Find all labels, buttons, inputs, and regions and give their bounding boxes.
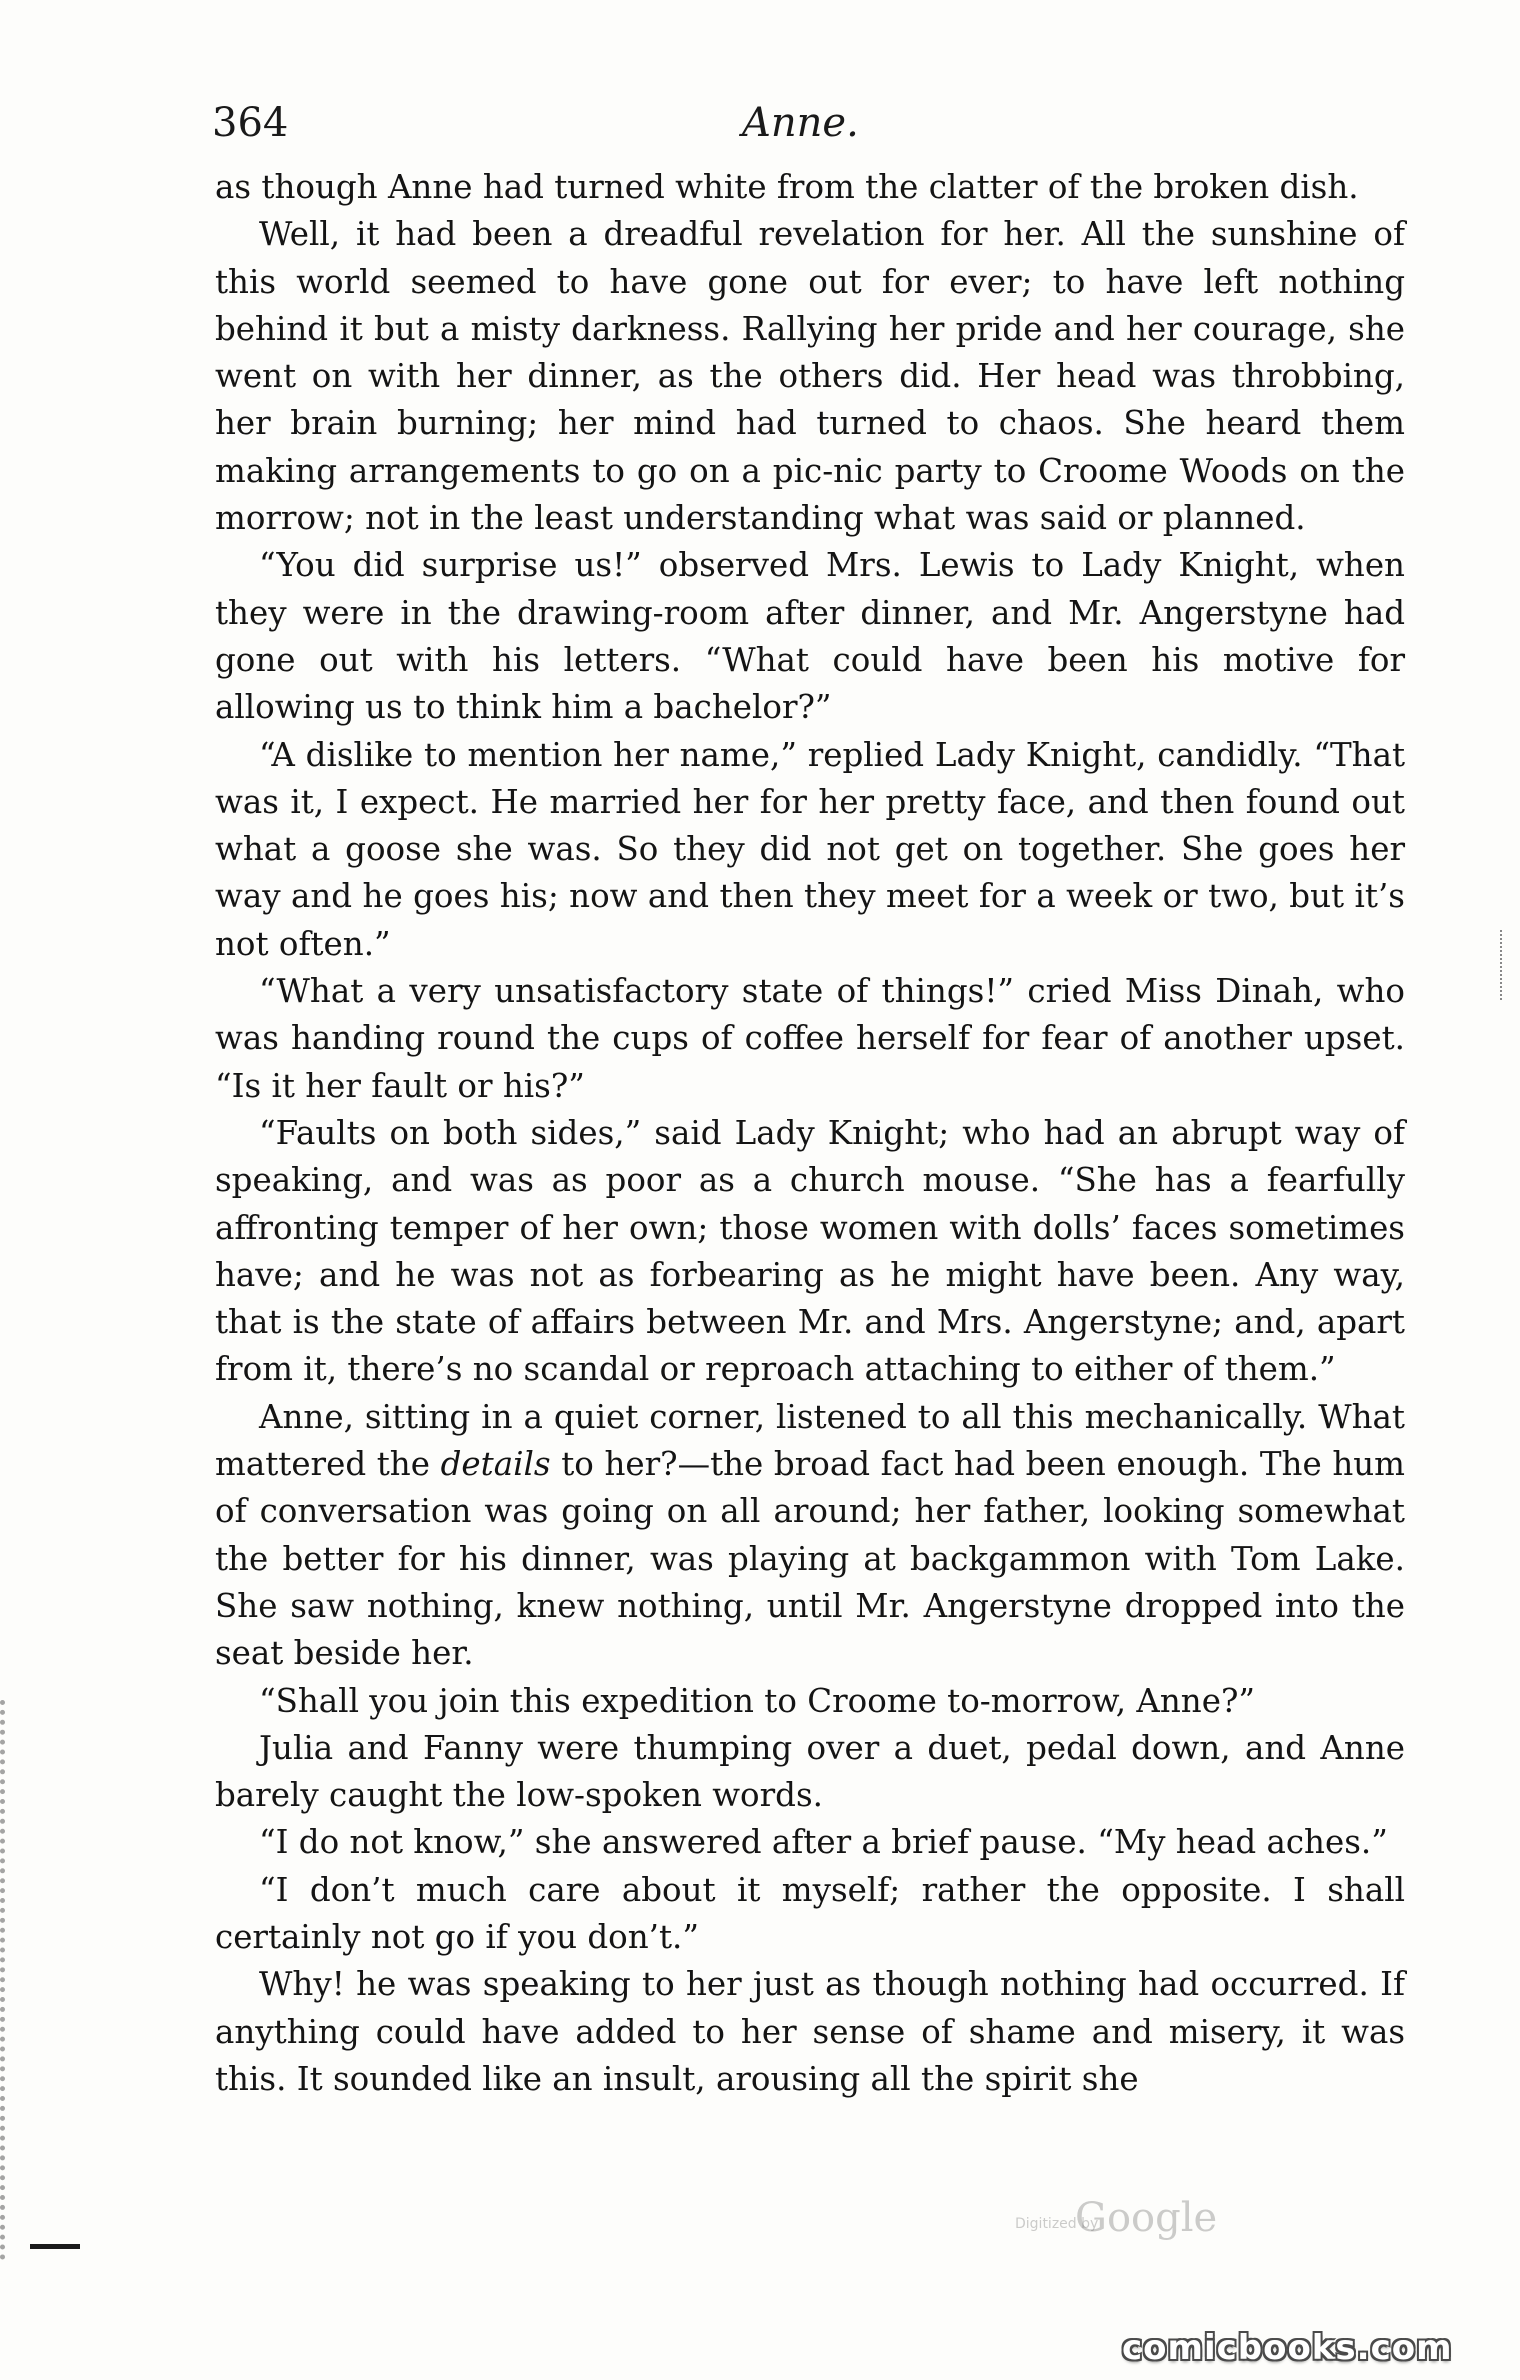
paragraph: “What a very unsatisfactory state of things!” cried Miss Dinah, who was handing round the cups of coffee herself for fear of another upset. “Is it her fault or his?” (215, 972, 1405, 1105)
scan-edge-tick (1500, 930, 1504, 1000)
paragraph: “You did surprise us!” observed Mrs. Lewis to Lady Knight, when they were in the drawing-room after dinner, and Mr. Angerstyne had gone out with his letters. “What could have been his motive for allowing us to think him a bachelor?” (215, 546, 1405, 727)
paragraph-text: to her?—the broad fact had been enough. The hum of conversation was going on all around; her father, looking somewhat the better for his dinner, was playing at backgammon with Tom Lake. She saw nothing, knew nothing, until Mr. Angerstyne dropped into the seat beside her. (215, 1445, 1405, 1673)
scan-margin-rule (30, 2244, 80, 2249)
paragraph: Well, it had been a dreadful revelation for her. All the sunshine of this world seemed to have gone out for ever; to have left nothing behind it but a misty darkness. Rallying her pride and her courage, she went on with her dinner, as the others did. Her head was throbbing, her brain burning; her mind had turned to chaos. She heard them making arrangements to go on a pic-nic party to Croome Woods on the morrow; not in the least understanding what was said or planned. (215, 215, 1405, 538)
paragraph: “Faults on both sides,” said Lady Knight; who had an abrupt way of speaking, and was as poor as a church mouse. “She has a fearfully affronting temper of her own; those women with dolls’ faces sometimes have; and he was not as forbearing as he might have been. Any way, that is the state of affairs between Mr. and Mrs. Angerstyne; and, apart from it, there’s no scandal or reproach attaching to either of them.” (215, 1113, 1405, 1389)
paragraph-text: Anne, sitting in a quiet corner, listened to all this mechanically. What mattered the (215, 1397, 1405, 1484)
digitizer-watermark: Google (1075, 2195, 1218, 2241)
paragraph: Julia and Fanny were thumping over a duet, pedal down, and Anne barely caught the low-spoken words. (215, 1728, 1405, 1815)
running-head: Anne. (742, 100, 859, 146)
paragraph: “Shall you join this expedition to Croome to-morrow, Anne?” (259, 1681, 1256, 1720)
site-watermark: comicbooks.com (1122, 2328, 1453, 2368)
digitizer-watermark-small: Digitized by (1015, 2216, 1099, 2232)
page-number: 364 (212, 100, 289, 146)
body-text (215, 164, 1405, 2103)
paragraph: “I do not know,” she answered after a brief pause. “My head aches.” (259, 1823, 1388, 1862)
paragraph: Why! he was speaking to her just as though nothing had occurred. If anything could have added to her sense of shame and misery, it was this. It sounded like an insult, arousing all the spirit she (215, 1965, 1405, 2098)
paragraph: “A dislike to mention her name,” replied Lady Knight, candidly. “That was it, I expect. He married her for her pretty face, and then found out what a goose she was. So they did not get on together. She goes her way and he goes his; now and then they meet for a week or two, but it’s not often.” (215, 735, 1405, 963)
paragraph: as though Anne had turned white from the clatter of the broken dish. (215, 168, 1359, 206)
page-header (212, 100, 1412, 160)
paragraph (215, 1394, 1405, 1678)
paragraph: “I don’t much care about it myself; rather the opposite. I shall certainly not go if you don’t.” (215, 1870, 1405, 1956)
scan-margin-marks (0, 1700, 25, 2260)
emphasized-word: details (440, 1445, 551, 1484)
